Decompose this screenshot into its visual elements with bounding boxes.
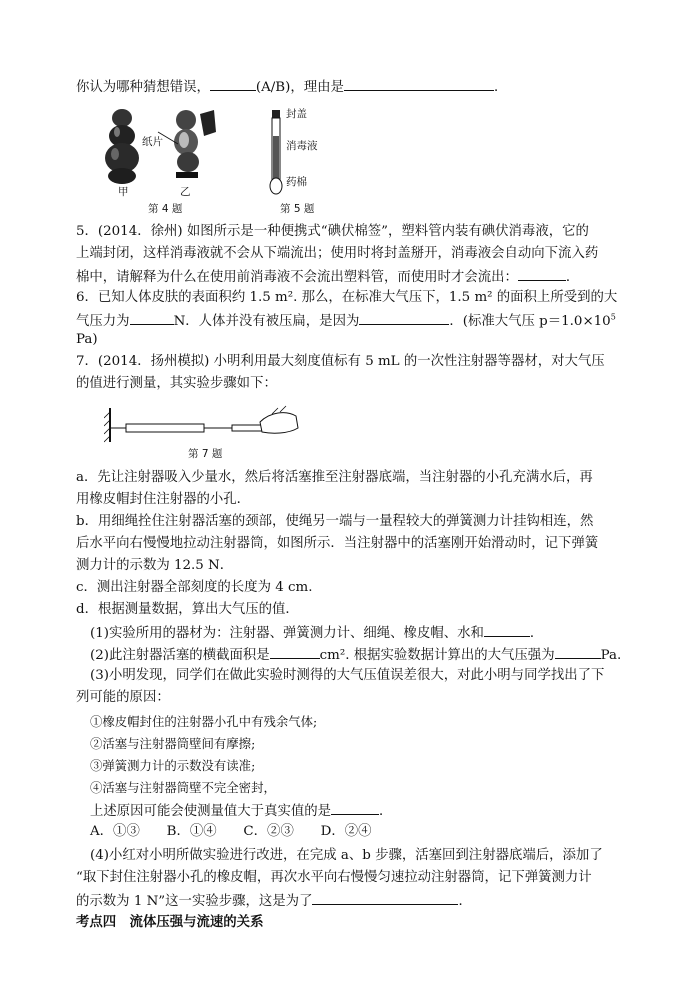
q6-line-2: 气压力为 N．人体并没有被压扁，是因为 ．(标准大气压 $p=1.0\times 10^5$	[76, 310, 616, 332]
figure-5-caption: 第 5 题	[280, 203, 315, 215]
bottle-jia	[105, 109, 139, 184]
q7-sub-4b: “取下封住注射器小孔的橡皮帽，再次水平向右慢慢匀速拉动注射器筒，记下弹簧测力计	[76, 870, 592, 885]
cap-shape	[272, 110, 280, 118]
cotton-shape	[270, 178, 282, 194]
q4-line: 你认为哪种猜想错误， (A/B)，理由是 ．	[76, 76, 507, 98]
q7-step-b-2: 后水平向右慢慢地拉动注射器筒，如图所示．当注射器中的活塞刚开始滑动时，记下弹簧	[76, 536, 599, 551]
answer-blank[interactable]	[331, 800, 379, 815]
answer-blank[interactable]	[210, 76, 256, 91]
q7-sub-4c: 的示数为 1 N”这一实验步骤，这是为了 ．	[76, 890, 472, 912]
label-zhipian: 纸片	[142, 136, 163, 148]
figure-7-caption: 第 7 题	[188, 448, 223, 460]
q7-line-1: 7．(2014．扬州模拟) 小明利用最大刻度值标有 5 mL 的一次性注射器等器材，对大气压	[76, 354, 605, 369]
q6-line-3: Pa)	[76, 332, 98, 347]
figure-4-caption: 第 4 题	[148, 203, 183, 215]
q7-sub-1: (1)实验所用的器材为：注射器、弹簧测力计、细绳、橡皮帽、水和 ．	[90, 622, 543, 644]
answer-blank[interactable]	[130, 310, 174, 325]
syringe-shape	[126, 424, 204, 432]
q7-step-c: c．测出注射器全部刻度的长度为 4 cm.	[76, 580, 313, 595]
q7-options: A．①③ B．①④ C．②③ D．②④	[90, 824, 372, 839]
reason-3: ③弹簧测力计的示数没有读准;	[90, 758, 256, 773]
q7-sub-3b: 列可能的原因：	[76, 690, 170, 705]
reason-4: ④活塞与注射器筒壁不完全密封，	[90, 780, 276, 795]
reason-2: ②活塞与注射器筒壁间有摩擦;	[90, 736, 256, 751]
hand-shape	[260, 413, 298, 434]
label-xiaoduye: 消毒液	[286, 140, 318, 152]
q7-sub-3-question: 上述原因可能会使测量值大于真实值的是 ．	[90, 800, 392, 822]
bottle-yi	[158, 110, 216, 178]
figure-7	[104, 404, 304, 446]
q7-sub-3a: (3)小明发现，同学们在做此实验时测得的大气压值误差很大，对此小明与同学找出了下	[90, 668, 605, 683]
q7-step-d: d．根据测量数据，算出大气压的值．	[76, 602, 299, 617]
q5-line-2: 上端封闭，这样消毒液就不会从下端流出；使用时将封盖掰开，消毒液会自动向下流入药	[76, 246, 599, 261]
answer-blank[interactable]	[312, 890, 458, 905]
label-fenggai: 封盖	[286, 108, 307, 120]
q7-step-a-2: 用橡皮帽封住注射器的小孔．	[76, 492, 251, 507]
liquid-shape	[273, 136, 279, 179]
answer-blank[interactable]	[344, 76, 494, 91]
q7-step-a-1: a．先让注射器吸入少量水，然后将活塞推至注射器底端，当注射器的小孔充满水后，再	[76, 470, 593, 485]
answer-blank[interactable]	[270, 644, 320, 659]
q7-sub-4a: (4)小红对小明所做实验进行改进，在完成 a、b 步骤，活塞回到注射器底端后，添加了	[90, 848, 603, 863]
label-jia: 甲	[118, 186, 129, 198]
q6-line-1: 6．已知人体皮肤的表面积约 1.5 m². 那么，在标准大气压下，1.5 m² 的面积上所受到的大	[76, 290, 618, 305]
q5-line-3: 棉中，请解释为什么在使用前消毒液不会流出塑料管，而使用时才会流出： ．	[76, 266, 579, 288]
q7-sub-2: (2)此注射器活塞的横截面积是 cm². 根据实验数据计算出的大气压强为 Pa.	[90, 644, 621, 666]
q7-step-b-1: b．用细绳拴住注射器活塞的颈部，使绳另一端与一量程较大的弹簧测力计挂钩相连，然	[76, 514, 594, 529]
q7-line-2: 的值进行测量，其实验步骤如下：	[76, 376, 277, 391]
label-yaomian: 药棉	[286, 176, 307, 188]
section-title: 考点四 流体压强与流速的关系	[76, 914, 264, 930]
label-yi: 乙	[180, 186, 191, 198]
answer-blank[interactable]	[518, 266, 566, 281]
reason-1: ①橡皮帽封住的注射器小孔中有残余气体;	[90, 714, 318, 729]
q5-line-1: 5．(2014．徐州) 如图所示是一种便携式“碘伏棉签”，塑料管内装有碘伏消毒液，它的	[76, 224, 589, 239]
answer-blank[interactable]	[359, 310, 449, 325]
q7-step-b-3: 测力计的示数为 12.5 N．	[76, 558, 234, 573]
answer-blank[interactable]	[555, 644, 601, 659]
spring-scale-shape	[232, 425, 262, 431]
answer-blank[interactable]	[484, 622, 530, 637]
